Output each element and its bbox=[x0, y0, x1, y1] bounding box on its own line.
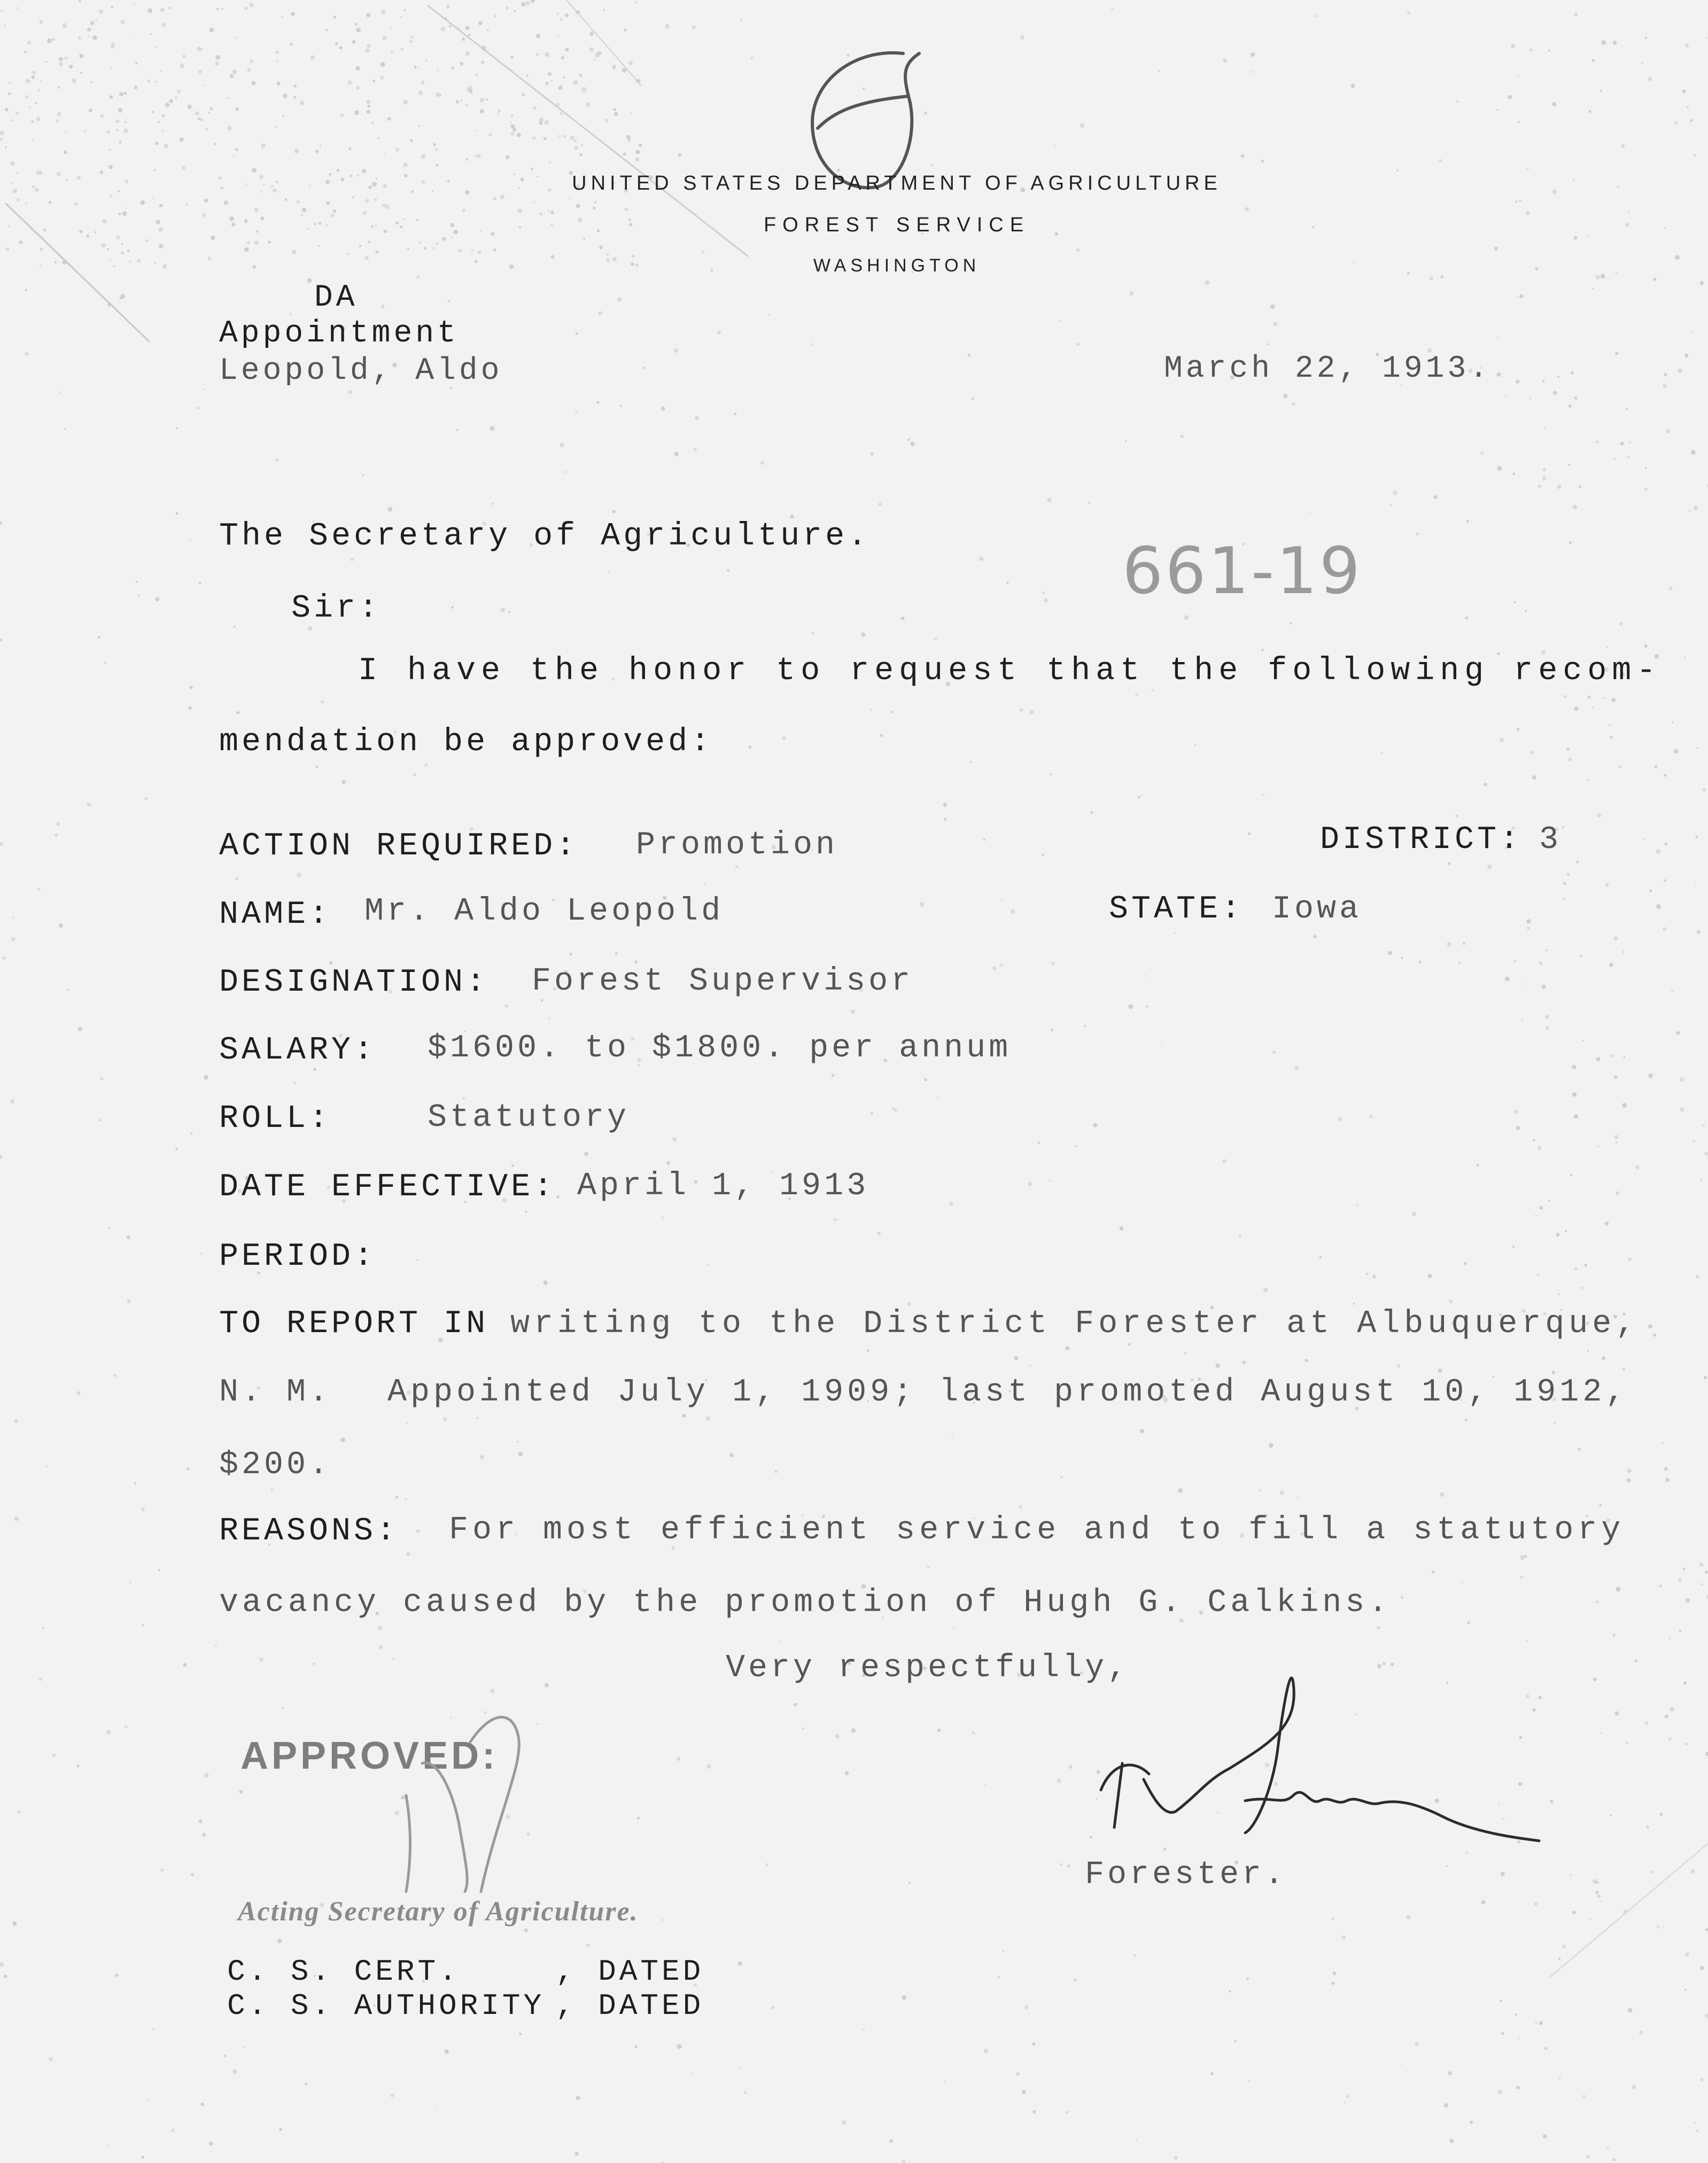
reference-code: DA bbox=[314, 281, 358, 315]
reference-subject: Appointment bbox=[219, 316, 459, 351]
letterhead-line-2: FOREST SERVICE bbox=[763, 214, 1030, 236]
reference-person: Leopold, Aldo bbox=[219, 354, 503, 388]
roll-label: ROLL: bbox=[219, 1101, 332, 1137]
salary-label: SALARY: bbox=[219, 1032, 377, 1069]
salutation: Sir: bbox=[291, 590, 382, 627]
period-label: PERIOD: bbox=[219, 1239, 377, 1275]
action-value: Promotion bbox=[636, 827, 839, 863]
cs-cert-label: C. S. CERT. bbox=[227, 1955, 460, 1989]
date-effective-label: DATE EFFECTIVE: bbox=[219, 1169, 556, 1205]
report-line-2a: N. M. bbox=[219, 1374, 332, 1411]
approved-stamp: APPROVED: bbox=[240, 1734, 499, 1777]
cs-authority-label: C. S. AUTHORITY bbox=[227, 1989, 545, 2023]
name-value: Mr. Aldo Leopold bbox=[364, 893, 724, 930]
letterhead-line-1: UNITED STATES DEPARTMENT OF AGRICULTURE bbox=[572, 172, 1222, 194]
report-line-1: writing to the District Forester at Albuquerque, bbox=[510, 1306, 1640, 1342]
reasons-line-2: vacancy caused by the promotion of Hugh G. Calkins. bbox=[219, 1585, 1392, 1621]
report-line-3: $200. bbox=[219, 1447, 332, 1483]
closing: Very respectfully, bbox=[726, 1650, 1130, 1686]
reasons-line-1: For most efficient service and to fill a statutory bbox=[449, 1512, 1625, 1549]
letter-date: March 22, 1913. bbox=[1164, 352, 1492, 386]
intro-line-1: I have the honor to request that the following recom- bbox=[358, 653, 1662, 689]
acting-secretary-line: Acting Secretary of Agriculture. bbox=[238, 1896, 639, 1927]
state-label: STATE: bbox=[1109, 891, 1244, 928]
report-line-2b: Appointed July 1, 1909; last promoted August 10, 1912, bbox=[387, 1374, 1629, 1411]
designation-value: Forest Supervisor bbox=[532, 963, 914, 1000]
file-number: 661-19 bbox=[1122, 534, 1363, 609]
addressee: The Secretary of Agriculture. bbox=[219, 518, 871, 555]
action-label: ACTION REQUIRED: bbox=[219, 828, 579, 865]
name-label: NAME: bbox=[219, 897, 332, 933]
roll-value: Statutory bbox=[428, 1100, 630, 1136]
reasons-label: REASONS: bbox=[219, 1513, 399, 1550]
district-label: DISTRICT: bbox=[1320, 822, 1523, 858]
date-effective-value: April 1, 1913 bbox=[577, 1168, 869, 1204]
report-label: TO REPORT IN bbox=[219, 1306, 489, 1342]
signature-title: Forester. bbox=[1085, 1857, 1287, 1893]
letterhead-line-3: WASHINGTON bbox=[813, 255, 981, 276]
salary-value: $1600. to $1800. per annum bbox=[428, 1030, 1012, 1067]
district-value: 3 bbox=[1539, 822, 1562, 858]
intro-line-2: mendation be approved: bbox=[219, 724, 713, 760]
state-value: Iowa bbox=[1272, 891, 1362, 928]
cs-cert-dated: , DATED bbox=[556, 1955, 704, 1989]
cs-authority-dated: , DATED bbox=[556, 1989, 704, 2023]
designation-label: DESIGNATION: bbox=[219, 964, 489, 1001]
